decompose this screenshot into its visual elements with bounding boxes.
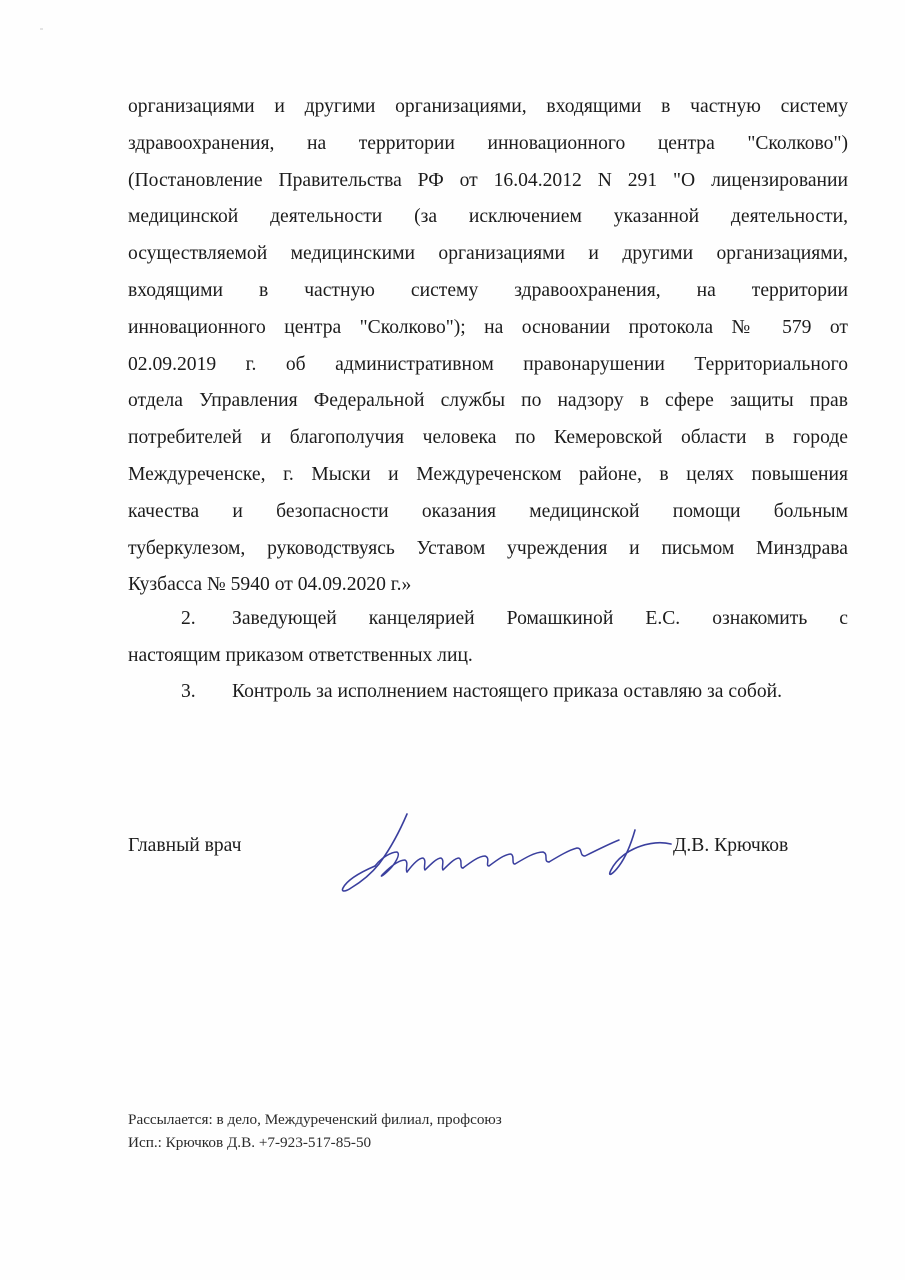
signer-name: Д.В. Крючков <box>673 835 789 856</box>
body-line-13: туберкулезом, руководствуясь Уставом учреждения и письмом Минздрава <box>128 537 848 559</box>
item-first-line: Контроль за исполнением настоящего приказа оставляю за собой. <box>232 681 783 702</box>
order-body-text <box>128 89 848 604</box>
signature-stroke-6 <box>610 830 671 874</box>
body-line-2: здравоохранения, на территории инновационного центра "Сколково") <box>128 132 848 154</box>
executor-line: Исп.: Крючков Д.В. +7-923-517-85-50 <box>128 1134 372 1151</box>
signer-position: Главный врач <box>128 835 242 856</box>
body-line-7: инновационного центра "Сколково"); на основании протокола № 579 от <box>128 316 848 338</box>
item-continuation-line: настоящим приказом ответственных лиц. <box>128 644 473 666</box>
signature-stroke-3 <box>407 858 463 872</box>
body-line-12: качества и безопасности оказания медицинской помощи больным <box>128 500 848 522</box>
item-number: 2. <box>181 608 196 629</box>
body-line-3: (Постановление Правительства РФ от 16.04.2012 N 291 "О лицензировании <box>128 169 848 191</box>
signature-stroke-4 <box>463 852 549 868</box>
document-footer <box>128 1108 502 1154</box>
body-line-5: осуществляемой медицинскими организациями и другими организациями, <box>128 243 848 265</box>
body-line-9: отдела Управления Федеральной службы по надзору в сфере защиты прав <box>128 390 848 412</box>
scan-speck <box>40 28 43 30</box>
body-line-8: 02.09.2019 г. об административном правонарушении Территориального <box>128 353 848 375</box>
body-line-6: входящими в частную систему здравоохранения, на территории <box>128 279 848 301</box>
signature-stroke-5 <box>549 840 619 862</box>
item-number: 3. <box>181 681 196 702</box>
order-item-2 <box>128 601 848 675</box>
body-line-11: Междуреченске, г. Мыски и Междуреченском районе, в целях повышения <box>128 463 848 485</box>
handwritten-signature-image <box>335 808 680 898</box>
item-first-line: Заведующей канцелярией Ромашкиной Е.С. ознакомить с <box>232 608 848 629</box>
body-line-10: потребителей и благополучия человека по Кемеровской области в городе <box>128 427 848 449</box>
order-item-3 <box>128 674 848 711</box>
body-line-4: медицинской деятельности (за исключением указанной деятельности, <box>128 206 848 228</box>
body-line-1: организациями и другими организациями, входящими в частную систему <box>128 96 848 117</box>
body-line-14: Кузбасса № 5940 от 04.09.2020 г.» <box>128 574 412 596</box>
distribution-line: Рассылается: в дело, Междуреченский филиал, профсоюз <box>128 1111 502 1128</box>
